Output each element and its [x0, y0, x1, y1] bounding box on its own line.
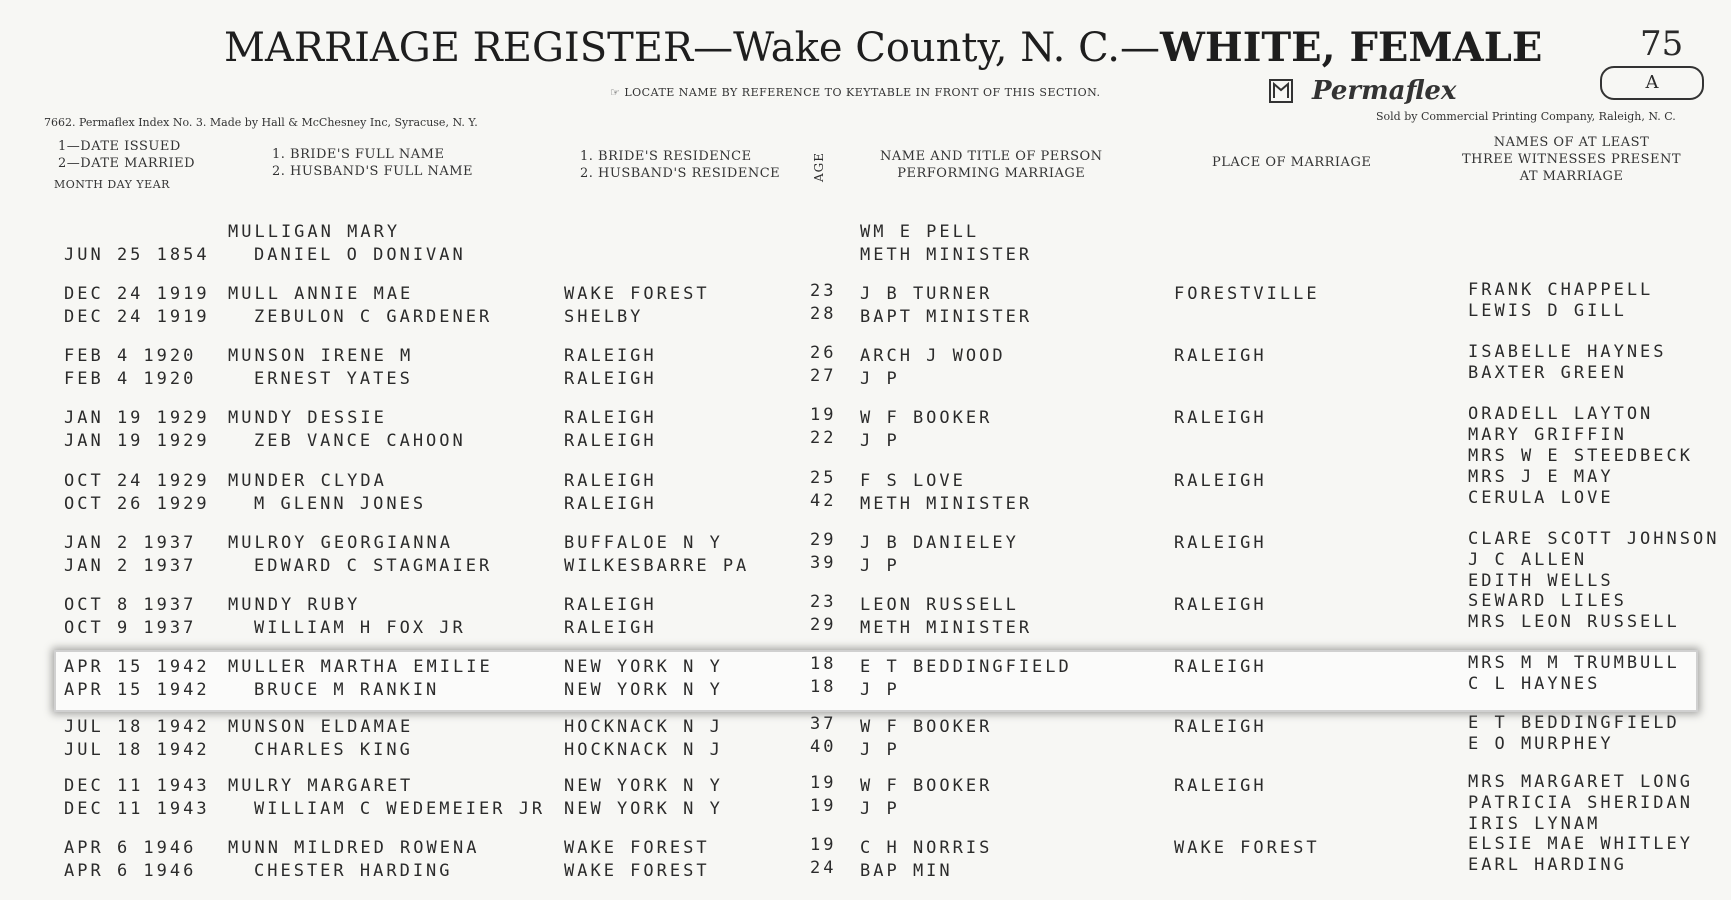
witnesses-column-header: [1462, 134, 1681, 185]
bride-name: MULLER MARTHA EMILIE: [228, 657, 493, 677]
officiant-title: BAPT MINISTER: [860, 307, 1033, 327]
witness-name: E T BEDDINGFIELD: [1468, 713, 1680, 733]
officiant-name: LEON RUSSELL: [860, 595, 1019, 615]
husband-name: ERNEST YATES: [254, 369, 413, 389]
witness-name: MRS LEON RUSSELL: [1468, 612, 1680, 632]
date-married: APR 6 1946: [64, 861, 197, 881]
names-column-header: [272, 146, 473, 180]
witness-name: MRS W E STEEDBECK: [1468, 446, 1693, 466]
husband-residence-label: 2. HUSBAND'S RESIDENCE: [580, 166, 781, 181]
place-of-marriage: RALEIGH: [1174, 533, 1267, 553]
bride-residence: NEW YORK N Y: [564, 657, 723, 677]
date-issued: OCT 8 1937: [64, 595, 197, 615]
bride-residence: RALEIGH: [564, 346, 657, 366]
date-subheader: MONTH DAY YEAR: [54, 178, 170, 191]
husband-name: EDWARD C STAGMAIER: [254, 556, 493, 576]
husband-residence: NEW YORK N Y: [564, 680, 723, 700]
date-issued: OCT 24 1929: [64, 471, 210, 491]
title-bold: WHITE, FEMALE: [1159, 24, 1543, 71]
witness-name: ORADELL LAYTON: [1468, 404, 1654, 424]
place-of-marriage: WAKE FOREST: [1174, 838, 1320, 858]
husband-residence: RALEIGH: [564, 494, 657, 514]
bride-name: MULRY MARGARET: [228, 776, 414, 796]
bride-age: 26: [810, 343, 837, 363]
bride-age: 19: [810, 405, 837, 425]
witness-name: IRIS LYNAM: [1468, 814, 1601, 834]
bride-residence: HOCKNACK N J: [564, 717, 723, 737]
index-note: 7662. Permaflex Index No. 3. Made by Hall & McChesney Inc, Syracuse, N. Y.: [44, 116, 478, 129]
residence-column-header: [580, 148, 780, 182]
bride-name: MULLIGAN MARY: [228, 222, 401, 242]
bride-name: MULL ANNIE MAE: [228, 284, 414, 304]
witness-name: PATRICIA SHERIDAN: [1468, 793, 1693, 813]
officiant-name: WM E PELL: [860, 222, 980, 242]
witness-name: CLARE SCOTT JOHNSON: [1468, 529, 1720, 549]
husband-residence: RALEIGH: [564, 369, 657, 389]
place-of-marriage: FORESTVILLE: [1174, 284, 1320, 304]
witness-name: MRS MARGARET LONG: [1468, 772, 1693, 792]
officiant-name: J B DANIELEY: [860, 533, 1019, 553]
witness-name: MRS J E MAY: [1468, 467, 1614, 487]
bride-age: 23: [810, 592, 837, 612]
date-issued: APR 15 1942: [64, 657, 210, 677]
date-issued: JAN 2 1937: [64, 533, 197, 553]
husband-age: 24: [810, 858, 837, 878]
date-issued-label: 1—DATE ISSUED: [58, 139, 181, 154]
place-of-marriage: RALEIGH: [1174, 346, 1267, 366]
husband-name: CHARLES KING: [254, 740, 413, 760]
date-married: DEC 24 1919: [64, 307, 210, 327]
witnesses-label-1: NAMES OF AT LEAST: [1493, 135, 1650, 150]
bride-name: MUNDY RUBY: [228, 595, 361, 615]
date-married: JAN 2 1937: [64, 556, 197, 576]
bride-residence: NEW YORK N Y: [564, 776, 723, 796]
husband-residence: HOCKNACK N J: [564, 740, 723, 760]
officiant-title: J P: [860, 680, 900, 700]
bride-name: MUNDY DESSIE: [228, 408, 387, 428]
witness-name: MARY GRIFFIN: [1468, 425, 1627, 445]
witness-name: BAXTER GREEN: [1468, 363, 1627, 383]
sold-by-note: Sold by Commercial Printing Company, Raleigh, N. C.: [1376, 110, 1676, 123]
date-married: FEB 4 1920: [64, 369, 197, 389]
husband-age: 42: [810, 491, 837, 511]
officiant-title: METH MINISTER: [860, 245, 1033, 265]
husband-age: 29: [810, 615, 837, 635]
date-issued: FEB 4 1920: [64, 346, 197, 366]
bride-residence: BUFFALOE N Y: [564, 533, 723, 553]
date-married: JUL 18 1942: [64, 740, 210, 760]
husband-age: 27: [810, 366, 837, 386]
place-of-marriage: RALEIGH: [1174, 776, 1267, 796]
place-of-marriage: RALEIGH: [1174, 657, 1267, 677]
husband-residence: RALEIGH: [564, 431, 657, 451]
bride-residence-label: 1. BRIDE'S RESIDENCE: [580, 149, 752, 164]
officiant-title: J P: [860, 556, 900, 576]
date-married-label: 2—DATE MARRIED: [58, 156, 195, 171]
officiant-label-2: PERFORMING MARRIAGE: [897, 166, 1086, 181]
bride-name-label: 1. BRIDE'S FULL NAME: [272, 147, 445, 162]
place-of-marriage: RALEIGH: [1174, 408, 1267, 428]
bride-age: 18: [810, 654, 837, 674]
bride-age: 25: [810, 468, 837, 488]
officiant-name: E T BEDDINGFIELD: [860, 657, 1072, 677]
husband-residence: RALEIGH: [564, 618, 657, 638]
bride-name: MUNDER CLYDA: [228, 471, 387, 491]
officiant-title: J P: [860, 369, 900, 389]
officiant-name: W F BOOKER: [860, 408, 993, 428]
officiant-title: BAP MIN: [860, 861, 953, 881]
witness-name: LEWIS D GILL: [1468, 301, 1627, 321]
witness-name: J C ALLEN: [1468, 550, 1588, 570]
bride-residence: RALEIGH: [564, 471, 657, 491]
date-married: DEC 11 1943: [64, 799, 210, 819]
husband-name: WILLIAM C WEDEMEIER JR: [254, 799, 546, 819]
bride-age: 19: [810, 835, 837, 855]
husband-name: M GLENN JONES: [254, 494, 427, 514]
witness-name: SEWARD LILES: [1468, 591, 1627, 611]
bride-name: MUNN MILDRED ROWENA: [228, 838, 480, 858]
husband-residence: SHELBY: [564, 307, 644, 327]
husband-name: ZEB VANCE CAHOON: [254, 431, 466, 451]
husband-name: BRUCE M RANKIN: [254, 680, 440, 700]
bride-residence: RALEIGH: [564, 408, 657, 428]
witnesses-label-2: THREE WITNESSES PRESENT: [1462, 152, 1682, 167]
bride-residence: WAKE FOREST: [564, 284, 710, 304]
officiant-title: J P: [860, 431, 900, 451]
husband-age: 22: [810, 428, 837, 448]
officiant-name: ARCH J WOOD: [860, 346, 1006, 366]
date-married: OCT 9 1937: [64, 618, 197, 638]
officiant-title: J P: [860, 799, 900, 819]
witness-name: MRS M M TRUMBULL: [1468, 653, 1680, 673]
witness-name: CERULA LOVE: [1468, 488, 1614, 508]
date-issued: DEC 11 1943: [64, 776, 210, 796]
officiant-name: W F BOOKER: [860, 776, 993, 796]
witnesses-label-3: AT MARRIAGE: [1519, 169, 1624, 184]
husband-residence: WILKESBARRE PA: [564, 556, 750, 576]
bride-name: MUNSON IRENE M: [228, 346, 414, 366]
officiant-name: W F BOOKER: [860, 717, 993, 737]
place-column-header: PLACE OF MARRIAGE: [1212, 155, 1372, 170]
page-number: 75: [1640, 24, 1684, 64]
husband-age: 18: [810, 677, 837, 697]
husband-name: CHESTER HARDING: [254, 861, 453, 881]
bride-age: 37: [810, 714, 837, 734]
officiant-title: METH MINISTER: [860, 618, 1033, 638]
bride-name: MUNSON ELDAMAE: [228, 717, 414, 737]
age-column-header: AGE: [812, 151, 826, 182]
bride-residence: RALEIGH: [564, 595, 657, 615]
husband-age: 28: [810, 304, 837, 324]
husband-residence: NEW YORK N Y: [564, 799, 723, 819]
witness-name: ELSIE MAE WHITLEY: [1468, 834, 1693, 854]
permaflex-logo-icon: [1268, 78, 1294, 104]
husband-name: ZEBULON C GARDENER: [254, 307, 493, 327]
locate-note: ☞ LOCATE NAME BY REFERENCE TO KEYTABLE IN FRONT OF THIS SECTION.: [610, 86, 1101, 99]
date-married: JAN 19 1929: [64, 431, 210, 451]
bride-residence: WAKE FOREST: [564, 838, 710, 858]
witness-name: C L HAYNES: [1468, 674, 1601, 694]
husband-age: 40: [810, 737, 837, 757]
date-issued: JUL 18 1942: [64, 717, 210, 737]
officiant-name: J B TURNER: [860, 284, 993, 304]
husband-age: 19: [810, 796, 837, 816]
bride-age: 19: [810, 773, 837, 793]
witness-name: ISABELLE HAYNES: [1468, 342, 1667, 362]
officiant-label-1: NAME AND TITLE OF PERSON: [880, 149, 1103, 164]
date-married: OCT 26 1929: [64, 494, 210, 514]
husband-age: 39: [810, 553, 837, 573]
place-of-marriage: RALEIGH: [1174, 595, 1267, 615]
officiant-column-header: [880, 148, 1103, 182]
witness-name: EARL HARDING: [1468, 855, 1627, 875]
date-married: APR 15 1942: [64, 680, 210, 700]
permaflex-logo-text: Permaflex: [1312, 76, 1457, 106]
husband-name: WILLIAM H FOX JR: [254, 618, 466, 638]
title-plain: MARRIAGE REGISTER—Wake County, N. C.—: [224, 25, 1160, 71]
officiant-title: J P: [860, 740, 900, 760]
date-issued: JAN 19 1929: [64, 408, 210, 428]
husband-name: DANIEL O DONIVAN: [254, 245, 466, 265]
bride-age: 23: [810, 281, 837, 301]
page-title: [224, 24, 1542, 71]
place-of-marriage: RALEIGH: [1174, 717, 1267, 737]
date-column-header: [58, 138, 195, 172]
date-issued: DEC 24 1919: [64, 284, 210, 304]
bride-name: MULROY GEORGIANNA: [228, 533, 453, 553]
husband-name-label: 2. HUSBAND'S FULL NAME: [272, 164, 474, 179]
witness-name: EDITH WELLS: [1468, 571, 1614, 591]
officiant-name: F S LOVE: [860, 471, 966, 491]
date-issued: JUN 25 1854: [64, 245, 210, 265]
bride-age: 29: [810, 530, 837, 550]
officiant-title: METH MINISTER: [860, 494, 1033, 514]
date-issued: APR 6 1946: [64, 838, 197, 858]
witness-name: E O MURPHEY: [1468, 734, 1614, 754]
witness-name: FRANK CHAPPELL: [1468, 280, 1654, 300]
section-letter-box: A: [1600, 66, 1704, 100]
officiant-name: C H NORRIS: [860, 838, 993, 858]
place-of-marriage: RALEIGH: [1174, 471, 1267, 491]
husband-residence: WAKE FOREST: [564, 861, 710, 881]
